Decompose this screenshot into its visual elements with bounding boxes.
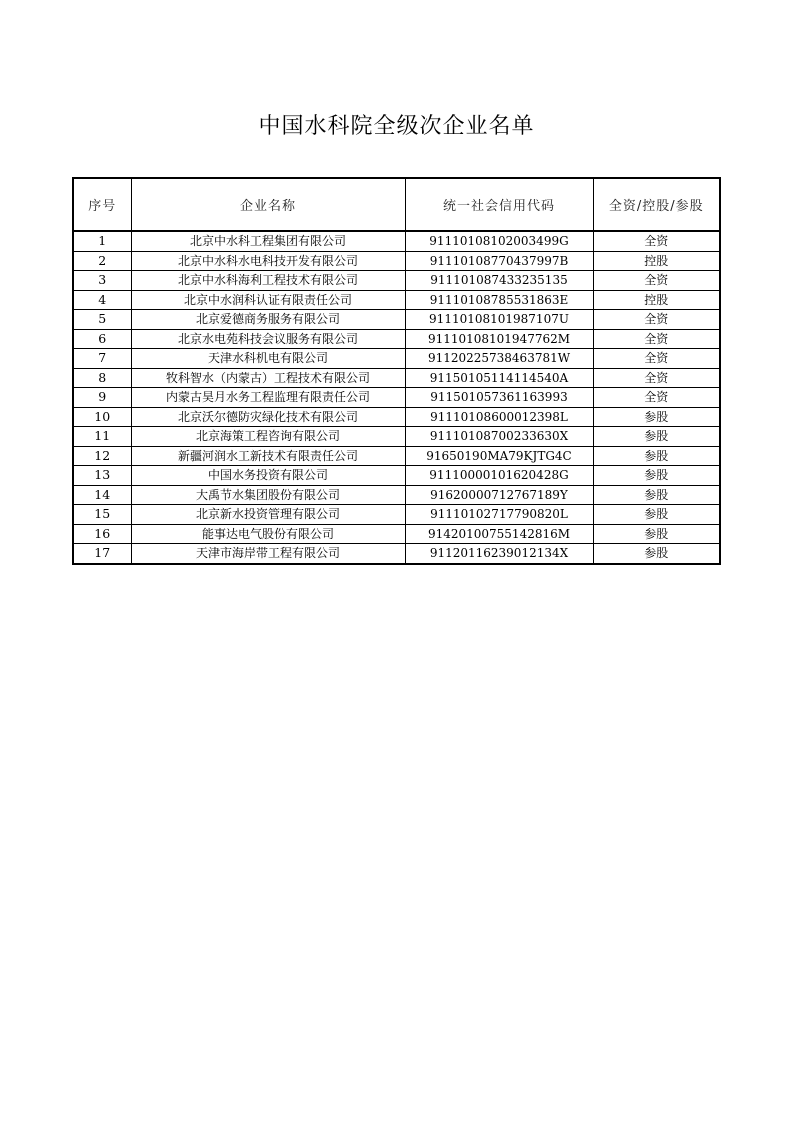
row-credit-code: 91420100755142816M	[405, 524, 593, 544]
table-row	[73, 544, 720, 564]
row-ownership-type: 参股	[593, 485, 720, 505]
table-row	[73, 368, 720, 388]
row-credit-code: 91120116239012134X	[405, 544, 593, 564]
row-ownership-type: 控股	[593, 251, 720, 271]
row-company-name: 新疆河润水工新技术有限责任公司	[131, 446, 405, 466]
header-index: 序号	[73, 178, 131, 231]
row-index: 13	[73, 466, 131, 486]
company-table	[72, 177, 721, 565]
row-ownership-type: 全资	[593, 329, 720, 349]
table-row	[73, 466, 720, 486]
row-ownership-type: 全资	[593, 271, 720, 291]
row-credit-code: 91110108600012398L	[405, 407, 593, 427]
row-credit-code: 91110108785531863E	[405, 290, 593, 310]
header-company-name: 企业名称	[131, 178, 405, 231]
row-company-name: 北京爱德商务服务有限公司	[131, 310, 405, 330]
row-index: 2	[73, 251, 131, 271]
row-ownership-type: 全资	[593, 349, 720, 369]
row-company-name: 大禹节水集团股份有限公司	[131, 485, 405, 505]
table-row	[73, 407, 720, 427]
row-ownership-type: 参股	[593, 544, 720, 564]
row-ownership-type: 全资	[593, 368, 720, 388]
row-company-name: 牧科智水（内蒙古）工程技术有限公司	[131, 368, 405, 388]
row-index: 3	[73, 271, 131, 291]
table-row	[73, 505, 720, 525]
table-row	[73, 231, 720, 251]
row-index: 7	[73, 349, 131, 369]
row-credit-code: 911501057361163993	[405, 388, 593, 408]
page-title: 中国水科院全级次企业名单	[258, 114, 535, 139]
row-credit-code: 91110000101620428G	[405, 466, 593, 486]
row-ownership-type: 全资	[593, 388, 720, 408]
row-company-name: 北京沃尔德防灾绿化技术有限公司	[131, 407, 405, 427]
row-company-name: 北京海策工程咨询有限公司	[131, 427, 405, 447]
row-credit-code: 91110108102003499G	[405, 231, 593, 251]
table-row	[73, 388, 720, 408]
table-row	[73, 290, 720, 310]
row-credit-code: 91650190MA79KJTG4C	[405, 446, 593, 466]
row-index: 12	[73, 446, 131, 466]
row-index: 4	[73, 290, 131, 310]
row-credit-code: 91150105114114540A	[405, 368, 593, 388]
table-row	[73, 524, 720, 544]
row-credit-code: 91110102717790820L	[405, 505, 593, 525]
row-index: 9	[73, 388, 131, 408]
row-ownership-type: 参股	[593, 427, 720, 447]
row-company-name: 内蒙古昊月水务工程监理有限责任公司	[131, 388, 405, 408]
row-company-name: 天津市海岸带工程有限公司	[131, 544, 405, 564]
row-ownership-type: 参股	[593, 446, 720, 466]
table-body	[73, 231, 720, 564]
row-ownership-type: 参股	[593, 466, 720, 486]
row-company-name: 北京新水投资管理有限公司	[131, 505, 405, 525]
row-credit-code: 91110108770437997B	[405, 251, 593, 271]
row-credit-code: 91120225738463781W	[405, 349, 593, 369]
header-credit-code: 统一社会信用代码	[405, 178, 593, 231]
row-company-name: 天津水科机电有限公司	[131, 349, 405, 369]
row-company-name: 中国水务投资有限公司	[131, 466, 405, 486]
table-row	[73, 329, 720, 349]
row-company-name: 北京中水润科认证有限责任公司	[131, 290, 405, 310]
row-index: 8	[73, 368, 131, 388]
table-row	[73, 310, 720, 330]
table-row	[73, 446, 720, 466]
row-index: 17	[73, 544, 131, 564]
table-row	[73, 427, 720, 447]
table-row	[73, 271, 720, 291]
row-company-name: 能事达电气股份有限公司	[131, 524, 405, 544]
row-index: 6	[73, 329, 131, 349]
row-credit-code: 911101087433235135	[405, 271, 593, 291]
row-index: 5	[73, 310, 131, 330]
table-row	[73, 485, 720, 505]
row-index: 1	[73, 231, 131, 251]
header-ownership-type: 全资/控股/参股	[593, 178, 720, 231]
row-credit-code: 91110108101947762M	[405, 329, 593, 349]
row-index: 16	[73, 524, 131, 544]
row-ownership-type: 控股	[593, 290, 720, 310]
table-row	[73, 251, 720, 271]
row-credit-code: 91620000712767189Y	[405, 485, 593, 505]
row-ownership-type: 全资	[593, 231, 720, 251]
row-company-name: 北京中水科工程集团有限公司	[131, 231, 405, 251]
row-credit-code: 91110108700233630X	[405, 427, 593, 447]
row-ownership-type: 参股	[593, 407, 720, 427]
row-index: 15	[73, 505, 131, 525]
table-row	[73, 349, 720, 369]
row-ownership-type: 参股	[593, 505, 720, 525]
row-index: 11	[73, 427, 131, 447]
row-company-name: 北京中水科海利工程技术有限公司	[131, 271, 405, 291]
table-header-row	[73, 178, 720, 231]
row-index: 10	[73, 407, 131, 427]
row-company-name: 北京水电苑科技会议服务有限公司	[131, 329, 405, 349]
row-company-name: 北京中水科水电科技开发有限公司	[131, 251, 405, 271]
row-ownership-type: 全资	[593, 310, 720, 330]
row-index: 14	[73, 485, 131, 505]
row-credit-code: 91110108101987107U	[405, 310, 593, 330]
row-ownership-type: 参股	[593, 524, 720, 544]
